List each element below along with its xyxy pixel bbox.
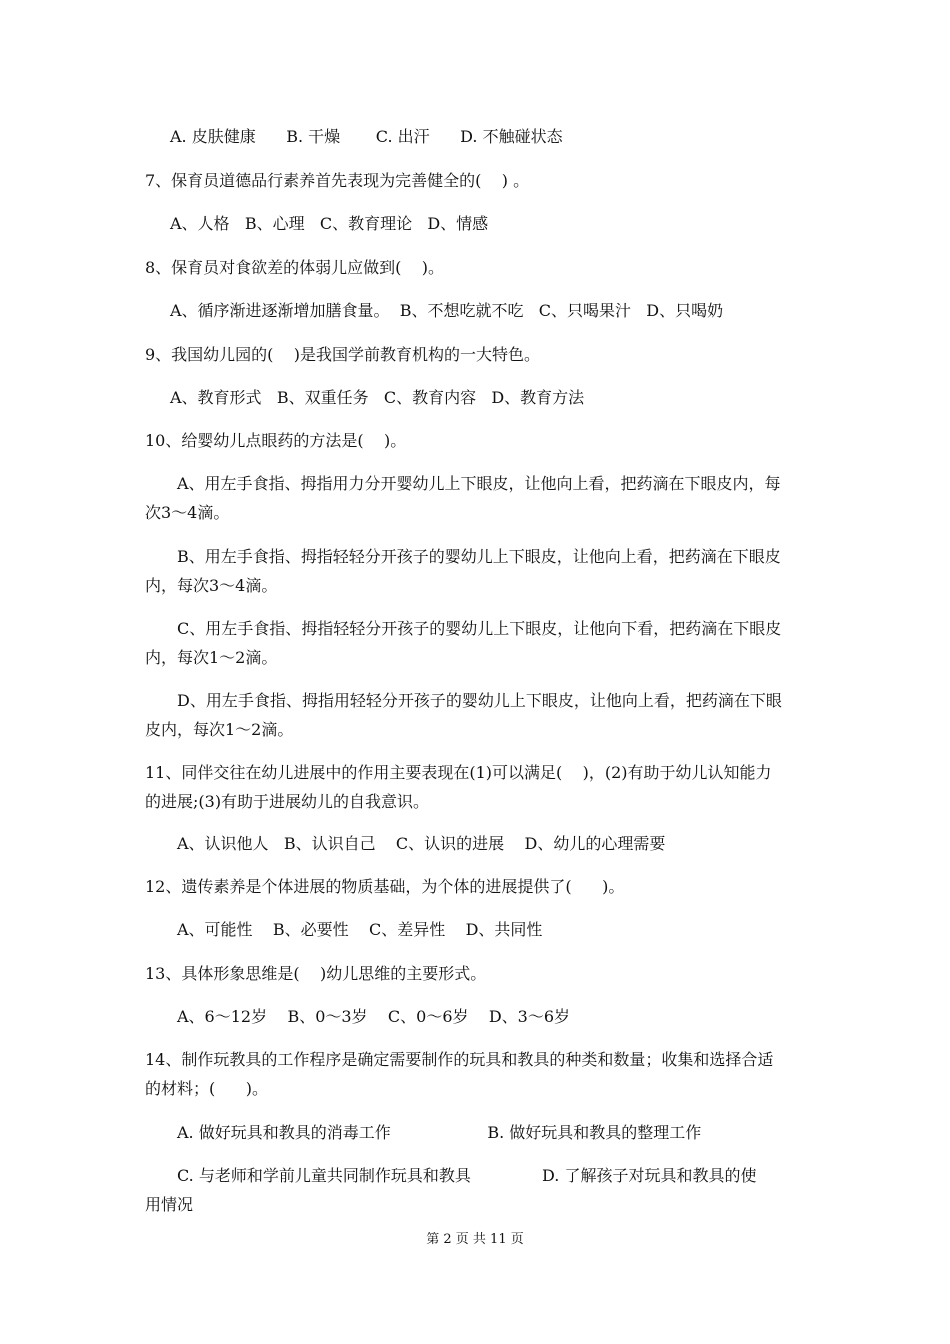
q14-question-line2: 的材料；( )。 bbox=[145, 1079, 269, 1098]
q10-option-d-line2: 皮内，每次1～2滴。 bbox=[145, 720, 294, 739]
q10-option-d-line1: D、用左手食指、拇指用轻轻分开孩子的婴幼儿上下眼皮，让他向上看，把药滴在下眼 bbox=[177, 691, 782, 710]
q10-option-b-line1: B、用左手食指、拇指轻轻分开孩子的婴幼儿上下眼皮，让他向上看，把药滴在下眼皮 bbox=[177, 547, 781, 566]
q10-option-c-line1: C、用左手食指、拇指轻轻分开孩子的婴幼儿上下眼皮，让他向下看，把药滴在下眼皮 bbox=[177, 619, 782, 638]
q9-options: A、教育形式 B、双重任务 C、教育内容 D、教育方法 bbox=[170, 388, 585, 407]
q13-question: 13、具体形象思维是( )幼儿思维的主要形式。 bbox=[145, 964, 487, 983]
q8-options: A、循序渐进逐渐增加膳食量。 B、不想吃就不吃 C、只喝果汁 D、只喝奶 bbox=[170, 301, 724, 320]
q10-option-c-line2: 内，每次1～2滴。 bbox=[145, 648, 278, 667]
q11-options: A、认识他人 B、认识自己 C、认识的进展 D、幼儿的心理需要 bbox=[177, 834, 666, 853]
q7-question: 7、保育员道德品行素养首先表现为完善健全的( ) 。 bbox=[145, 171, 530, 190]
q10-option-b-line2: 内，每次3～4滴。 bbox=[145, 576, 278, 595]
q9-question: 9、我国幼儿园的( )是我国学前教育机构的一大特色。 bbox=[145, 345, 541, 364]
q12-options: A、可能性 B、必要性 C、差异性 D、共同性 bbox=[177, 920, 543, 939]
q11-question-line2: 的进展;(3)有助于进展幼儿的自我意识。 bbox=[145, 792, 430, 811]
q12-question: 12、遗传素养是个体进展的物质基础，为个体的进展提供了( )。 bbox=[145, 877, 625, 896]
q14-options-cd-line2: 用情况 bbox=[145, 1195, 194, 1214]
q14-options-ab: A. 做好玩具和教具的消毒工作 B. 做好玩具和教具的整理工作 bbox=[177, 1123, 702, 1142]
q10-option-a-line1: A、用左手食指、拇指用力分开婴幼儿上下眼皮，让他向上看，把药滴在下眼皮内，每 bbox=[177, 474, 781, 493]
q14-options-cd-line1: C. 与老师和学前儿童共同制作玩具和教具 D. 了解孩子对玩具和教具的使 bbox=[177, 1166, 757, 1185]
q10-option-a-line2: 次3～4滴。 bbox=[145, 503, 230, 522]
q7-options: A、人格 B、心理 C、教育理论 D、情感 bbox=[170, 214, 489, 233]
q6-options: A. 皮肤健康 B. 干燥 C. 出汗 D. 不触碰状态 bbox=[170, 127, 563, 146]
q10-question: 10、给婴幼儿点眼药的方法是( )。 bbox=[145, 431, 407, 450]
page-footer: 第 2 页 共 11 页 bbox=[426, 1232, 524, 1247]
q13-options: A、6～12岁 B、0～3岁 C、0～6岁 D、3～6岁 bbox=[177, 1007, 571, 1026]
q11-question-line1: 11、同伴交往在幼儿进展中的作用主要表现在(1)可以满足( )，(2)有助于幼儿认知能力 bbox=[145, 763, 772, 782]
q14-question-line1: 14、制作玩教具的工作程序是确定需要制作的玩具和教具的种类和数量；收集和选择合适 bbox=[145, 1050, 774, 1069]
q8-question: 8、保育员对食欲差的体弱儿应做到( )。 bbox=[145, 258, 445, 277]
